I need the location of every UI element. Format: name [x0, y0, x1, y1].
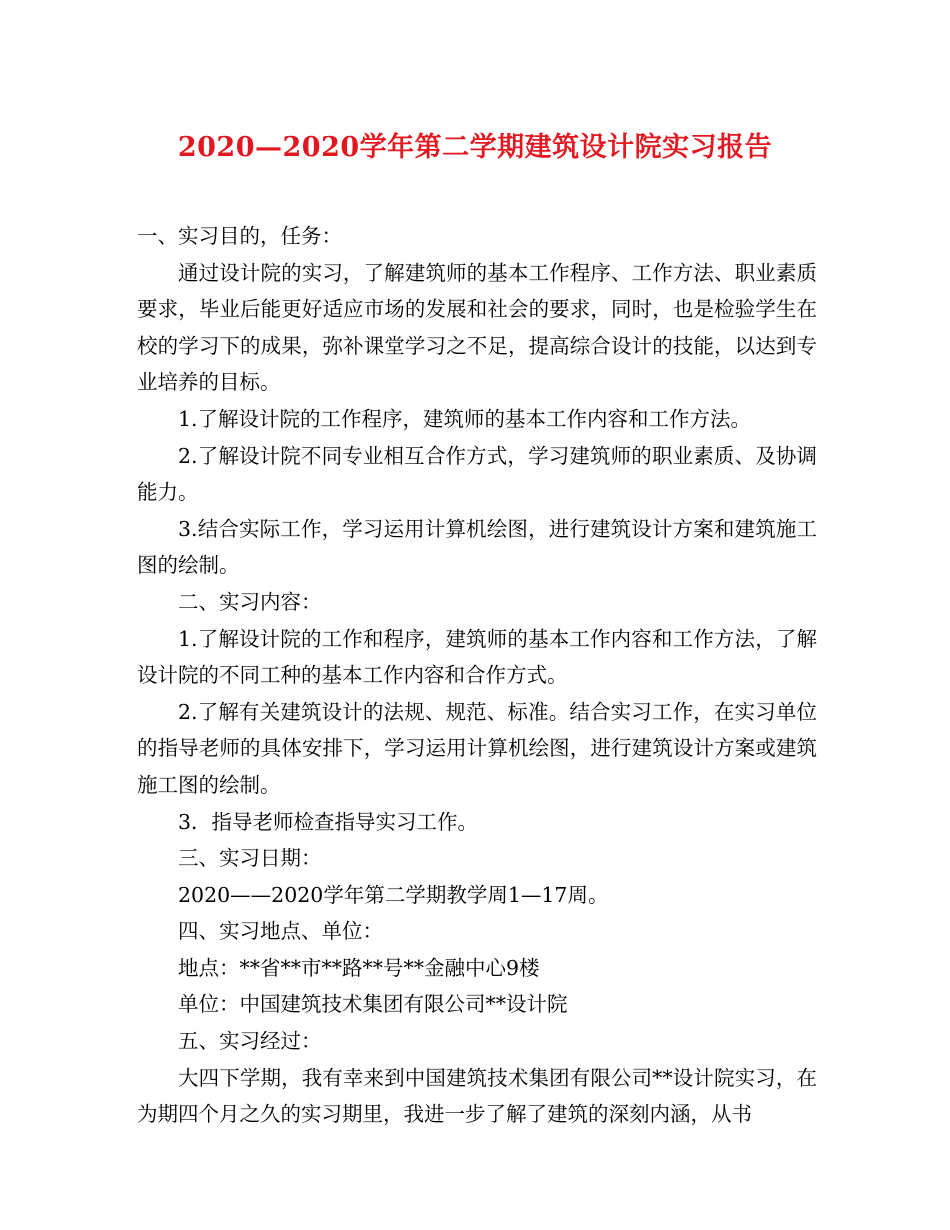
document-body: [137, 218, 817, 1133]
section-heading-date: 三、实习日期：: [178, 846, 322, 871]
body-paragraph: 通过设计院的实习，了解建筑师的基本工作程序、工作方法、职业素质要求，毕业后能更好适应市场的发展和社会的要求，同时，也是检验学生在校的学习下的成果，弥补课堂学习之不足，提高综合设计的技能，以达到专业培养的目标。: [137, 260, 817, 395]
body-paragraph: 2020——2020学年第二学期教学周1—17周。: [178, 882, 609, 907]
list-item: 1.了解设计院的工作和程序，建筑师的基本工作内容和工作方法，了解设计院的不同工种的基本工作内容和合作方式。: [137, 626, 817, 688]
list-item: 2.了解有关建筑设计的法规、规范、标准。结合实习工作，在实习单位的指导老师的具体安排下，学习运用计算机绘图，进行建筑设计方案或建筑施工图的绘制。: [137, 699, 817, 797]
list-item: 1.了解设计院的工作程序，建筑师的基本工作内容和工作方法。: [178, 406, 752, 431]
list-item: 3.结合实际工作，学习运用计算机绘图，进行建筑设计方案和建筑施工图的绘制。: [137, 516, 817, 578]
list-item: 2.了解设计院不同专业相互合作方式，学习建筑师的职业素质、及协调能力。: [137, 443, 817, 505]
body-paragraph: 地点：**省**市**路**号**金融中心9楼: [178, 955, 540, 980]
section-heading-location: 四、实习地点、单位：: [178, 919, 383, 944]
document-title: 2020—2020学年第二学期建筑设计院实习报告: [177, 132, 773, 163]
section-heading-process: 五、实习经过：: [178, 1029, 322, 1054]
list-item: 3．指导老师检查指导实习工作。: [178, 809, 479, 834]
section-heading-content: 二、实习内容：: [178, 589, 322, 614]
body-paragraph: 单位：中国建筑技术集团有限公司**设计院: [178, 992, 568, 1017]
section-heading-purpose: 一、实习目的，任务：: [137, 224, 342, 248]
body-paragraph: 大四下学期，我有幸来到中国建筑技术集团有限公司**设计院实习，在为期四个月之久的实习期里，我进一步了解了建筑的深刻内涵，从书: [137, 1065, 817, 1127]
